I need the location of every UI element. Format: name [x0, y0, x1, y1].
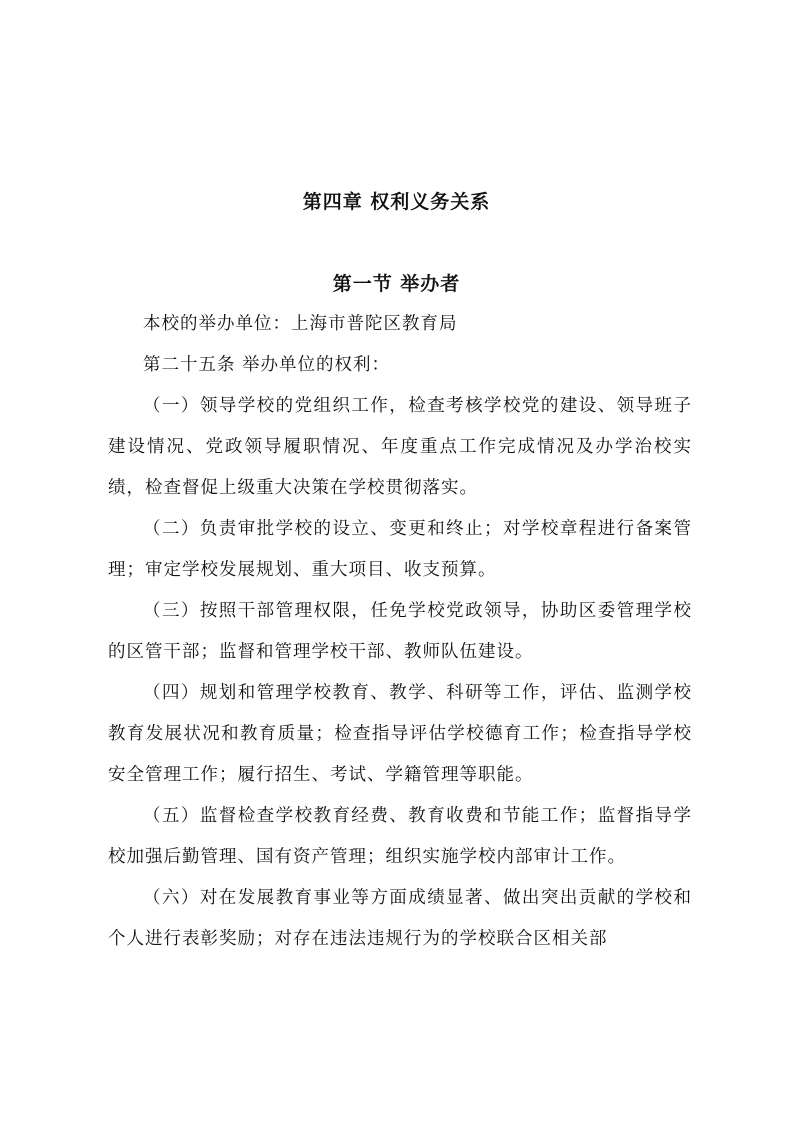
paragraph-item-6: （六）对在发展教育事业等方面成绩显著、做出突出贡献的学校和个人进行表彰奖励；对存在违法违规行为的学校联合区相关部: [108, 888, 692, 949]
chapter-title: 第四章 权利义务关系: [302, 191, 491, 213]
paragraph-item-4: （四）规划和管理学校教育、教学、科研等工作，评估、监测学校教育发展状况和教育质量；检查指导评估学校德育工作；检查指导学校安全管理工作；履行招生、考试、学籍管理等职能。: [108, 683, 692, 785]
paragraph-item-2: （二）负责审批学校的设立、变更和终止；对学校章程进行备案管理；审定学校发展规划、重大项目、收支预算。: [108, 519, 692, 580]
paragraph-item-5: （五）监督检查学校教育经费、教育收费和节能工作；监督指导学校加强后勤管理、国有资产管理；组织实施学校内部审计工作。: [108, 806, 692, 867]
paragraph-sponsor: 本校的举办单位：上海市普陀区教育局: [143, 314, 458, 334]
paragraph-item-1: （一）领导学校的党组织工作，检查考核学校党的建设、领导班子建设情况、党政领导履职情况、年度重点工作完成情况及办学治校实绩，检查督促上级重大决策在学校贯彻落实。: [108, 396, 692, 498]
document-body: [108, 304, 692, 960]
paragraph-item-3: （三）按照干部管理权限，任免学校党政领导，协助区委管理学校的区管干部；监督和管理学校干部、教师队伍建设。: [108, 601, 692, 662]
section-title: 第一节 举办者: [332, 273, 461, 295]
paragraph-article-25: 第二十五条 举办单位的权利：: [143, 355, 391, 375]
